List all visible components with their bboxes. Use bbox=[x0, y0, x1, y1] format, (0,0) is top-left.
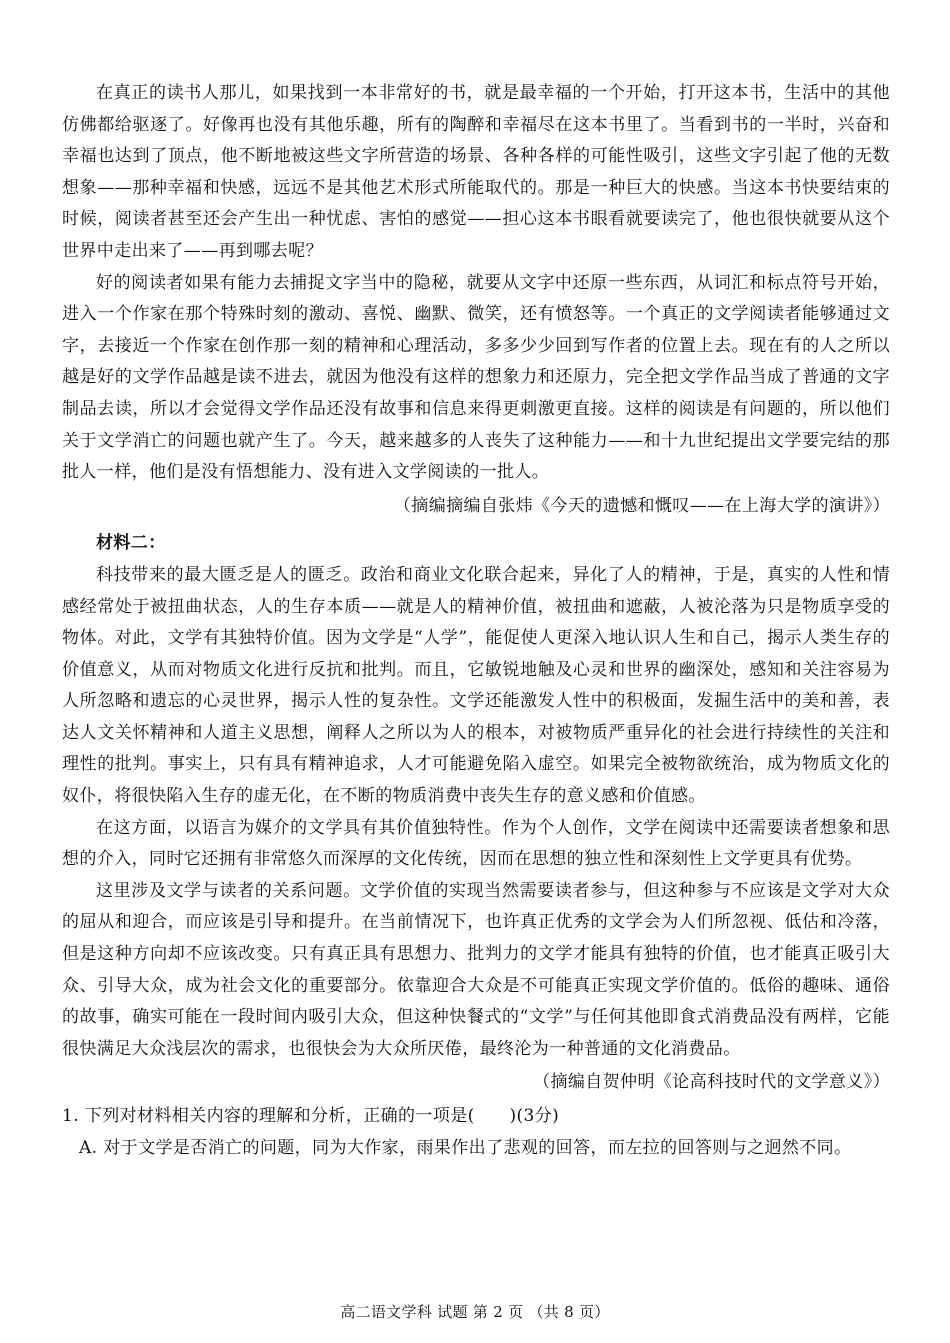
source-citation-1: （摘编摘编自张炜《今天的遗憾和慨叹——在上海大学的演讲》） bbox=[393, 495, 890, 516]
question-1-option-a: A. 对于文学是否消亡的问题，同为大作家，雨果作出了悲观的回答，而左拉的回答则与之迥然不同。 bbox=[79, 1137, 852, 1158]
paragraph-1: 在真正的读书人那儿，如果找到一本非常好的书，就是最幸福的一个开始，打开这本书，生活中的其他仿佛都给驱逐了。好像再也没有其他乐趣，所有的陶醉和幸福尽在这本书里了。当看到书的一半时，兴奋和幸福也达到了顶点，他不断地被这些文字所营造的场景、各种各样的可能性吸引，这些文字引起了他的无数想象——那种幸福和快感，远远不是其他艺术形式所能取代的。那是一种巨大的快感。当这本书快要结束的时候，阅读者甚至还会产生出一种忧虑、害怕的感觉——担心这本书眼看就要读完了，他也很快就要从这个世界中走出来了——再到哪去呢？ bbox=[62, 83, 890, 261]
paragraph-3: 科技带来的最大匮乏是人的匮乏。政治和商业文化联合起来，异化了人的精神，于是，真实的人性和情感经常处于被扭曲状态，人的生存本质——就是人的精神价值，被扭曲和遮蔽，人被沦落为只是物质享受的物体。对此，文学有其独特价值。因为文学是“人学”，能促使人更深入地认识人生和自己，揭示人类生存的价值意义，从而对物质文化进行反抗和批判。而且，它敏锐地触及心灵和世界的幽深处，感知和关注容易为人所忽略和遗忘的心灵世界，揭示人性的复杂性。文学还能激发人性中的积极面，发掘生活中的美和善，表达人文关怀精神和人道主义思想，阐释人之所以为人的根本，对被物质严重异化的社会进行持续性的关注和理性的批判。事实上，只有具有精神追求，人才可能避免陷入虚空。如果完全被物欲统治，成为物质文化的奴仆，将很快陷入生存的虚无化，在不断的物质消费中丧失生存的意义感和价值感。 bbox=[62, 564, 890, 807]
question-1-stem: 1. 下列对材料相关内容的理解和分析，正确的一项是( )(3分) bbox=[62, 1106, 560, 1126]
paragraph-4: 在这方面，以语言为媒介的文学具有其价值独特性。作为个人创作，文学在阅读中还需要读者想象和思想的介入，同时它还拥有非常悠久而深厚的文化传统，因而在思想的独立性和深刻性上文学更具有优势。 bbox=[62, 817, 890, 870]
document-page bbox=[62, 78, 890, 1164]
paragraph-5: 这里涉及文学与读者的关系问题。文学价值的实现当然需要读者参与，但这种参与不应该是文学对大众的屈从和迎合，而应该是引导和提升。在当前情况下，也许真正优秀的文学会为人们所忽视、低估和冷落，但是这种方向却不应该改变。只有真正具有思想力、批判力的文学才能具有独特的价值，也才能真正吸引大众、引导大众，成为社会文化的重要部分。依靠迎合大众是不可能真正实现文学价值的。低俗的趣味、通俗的故事，确实可能在一段时间内吸引大众，但这种快餐式的“文学”与任何其他即食式消费品没有两样，它能很快满足大众浅层次的需求，也很快会为大众所厌倦，最终沦为一种普通的文化消费品。 bbox=[62, 880, 890, 1059]
source-citation-2: （摘编自贺仲明《论高科技时代的文学意义》） bbox=[533, 1072, 890, 1093]
page-footer: 高二语文学科 试题 第 2 页 （共 8 页） bbox=[340, 1303, 610, 1321]
paragraph-2: 好的阅读者如果有能力去捕捉文字当中的隐秘，就要从文字中还原一些东西，从词汇和标点符号开始，进入一个作家在那个特殊时刻的激动、喜悦、幽默、微笑，还有愤怒等。一个真正的文学阅读者能够通过文字，去接近一个作家在创作那一刻的精神和心理活动，多多少少回到写作者的位置上去。现在有的人之所以越是好的文学作品越是读不进去，就因为他没有这样的想象力和还原力，完全把文学作品当成了普通的文字制品去读，所以才会觉得文学作品还没有故事和信息来得更刺激更直接。这样的阅读是有问题的，所以他们关于文学消亡的问题也就产生了。今天，越来越多的人丧失了这种能力——和十九世纪提出文学要完结的那批人一样，他们是没有悟想能力、没有进入文学阅读的一批人。 bbox=[62, 272, 890, 483]
material-two-heading: 材料二： bbox=[96, 533, 166, 554]
